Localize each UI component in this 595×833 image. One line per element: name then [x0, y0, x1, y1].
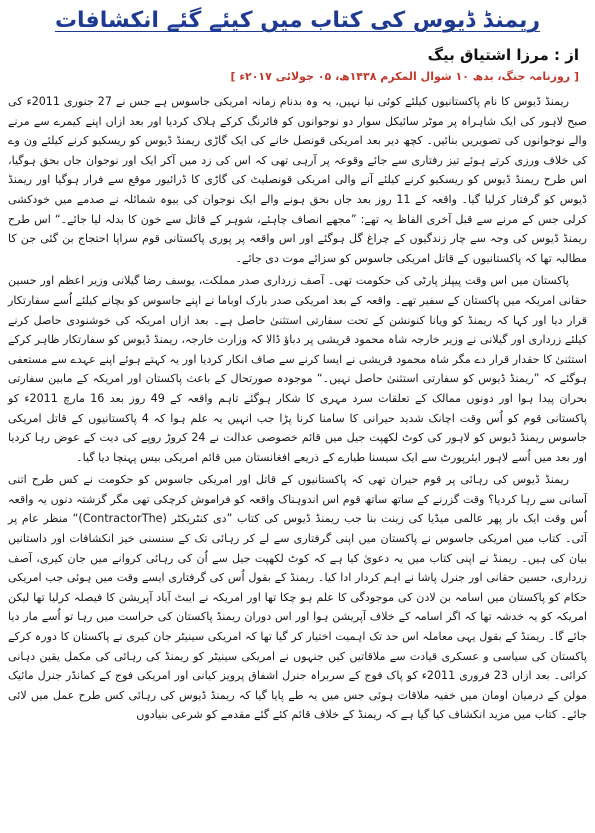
source-citation: [ روزنامہ جنگ، بدھ ۱۰ شوال المکرم ۱۴۳۸ھ، ۰۵ جولائی ۲۰۱۷ء ]	[230, 70, 579, 83]
author-byline: از : مرزا اشتیاق بیگ	[427, 46, 579, 64]
article-title: ریمنڈ ڈیوس کی کتاب میں کیئے گئے انکشافات	[54, 8, 541, 33]
paragraph-1: ریمنڈ ڈیوس کا نام پاکستانیوں کیلئے کوئی نیا نہیں، یہ وہ بدنام زمانہ امریکی جاسوس ہے جس نے 27 جنوری 2011ء کی صبح لاہور کی ایک شاہراہ پر موٹر سائیکل سوار دو نوجوانوں کو فائرنگ کرکے ہلاک کردیا اور بعد ازاں اپنے کیمرے سے مرنے والے نوجوانوں کی تصویریں بنائیں۔ کچھ دیر بعد امریکی قونصل خانے کی ایک گاڑی ریمنڈ ڈیوس کو ریسکیو کرنے کیلئے ون وے کی خلاف ورزی کرتے ہوئے تیز رفتاری سے جائے وقوعہ پر آرہی تھی کہ اس کی زد میں آکر ایک اور نوجوان جاں بحق ہوگیا، اس طرح ریمنڈ ڈیوس کو ریسکیو کرنے کیلئے آنے والی امریکی قونصلیٹ کی گاڑی کا ڈرائیور موقع سے فرار ہوگیا اور ریمنڈ ڈیوس کو گرفتار کرلیا گیا۔ واقعہ کے 11 روز بعد جاں بحق ہونے والے ایک نوجوان کی بیوہ شمائلہ نے صدمے میں خودکشی کرلی جس کے مرنے سے قبل آخری الفاظ یہ تھے: ”مجھے انصاف چاہئے، شوہر کے قاتل سے خون کا بدلہ لیا جائے۔“ اس طرح ریمنڈ ڈیوس کی وجہ سے چار زندگیوں کے چراغ گل ہوگئے اور اس واقعہ پر پوری پاکستانی قوم سراپا احتجاج بن گئی جن کا مطالبہ تھا کہ پاکستانیوں کے قاتل امریکی جاسوس کو سزائے موت دی جائے۔	[8, 95, 588, 265]
paragraph-3: ریمنڈ ڈیوس کی رہائی پر قوم حیران تھی کہ پاکستانیوں کے قاتل اور امریکی جاسوس کو حکومت نے کس طرح اتنی آسانی سے رہا کردیا؟ وقت گزرنے کے ساتھ ساتھ قوم اس اندوہناک واقعہ کو فراموش کرچکی تھی مگر گزشتہ دنوں یہ واقعہ اُس وقت ایک بار پھر عالمی میڈیا کی زینت بنا جب ریمنڈ ڈیوس کی کتاب ”دی کنٹریکٹر (ContractorThe)“ منظر عام پر آئی۔ کتاب میں امریکی جاسوس نے پاکستان میں اپنی گرفتاری سے لے کر رہائی تک کے سنسنی خیز انکشافات اور داستانیں بیان کی ہیں۔ ریمنڈ نے اپنی کتاب میں یہ دعویٰ کیا ہے کہ کوٹ لکھپت جیل سے اُن کی رہائی کروانے میں جان کیری، آصف زرداری، حسین حقانی اور جنرل پاشا نے اہم کردار ادا کیا۔ ریمنڈ کے بقول اُس کی گرفتاری ایسے وقت میں ہوئی جب امریکی حکام کو پاکستان میں اسامہ بن لادن کی موجودگی کا علم ہو چکا تھا اور امریکہ نے ایبٹ آباد آپریشن کا فیصلہ کرلیا تھا لیکن امریکہ کو یہ خدشہ تھا کہ اگر اسامہ کے خلاف آپریشن ہوا اور اس دوران ریمنڈ پاکستان کی حراست میں رہا تو اُسے مار دیا جائے گا۔ ریمنڈ کے بقول یہی معاملہ اس حد تک اہمیت اختیار کر گیا تھا کہ امریکی سینیٹر جان کیری نے پاکستان کا دورہ کرکے پاکستان کی سیاسی و عسکری قیادت سے ملاقاتیں کیں جنہوں نے امریکی سینیٹر کو ریمنڈ کی رہائی کی مکمل یقین دہانی کرائی۔ بعد ازاں 23 فروری 2011ء کو پاک فوج کے سربراہ جنرل اشفاق پرویز کیانی اور امریکی فوج کے کمانڈر جنرل مائیک مولن کے درمیان اومان میں خفیہ ملاقات ہوئی جس میں یہ طے پایا گیا کہ ریمنڈ ڈیوس کی رہائی کس طرح عمل میں لائی جائے۔ کتاب میں مزید انکشاف کیا گیا ہے کہ ریمنڈ کے خلاف قائم کئے گئے مقدمے کو شرعی بنیادوں	[8, 473, 587, 722]
paragraph-2: پاکستان میں اس وقت پیپلز پارٹی کی حکومت تھی۔ آصف زرداری صدر مملکت، یوسف رضا گیلانی وزیر اعظم اور حسین حقانی امریکہ میں پاکستان کے سفیر تھے۔ واقعہ کے بعد امریکی صدر بارک اوباما نے اپنے جاسوس کو بچانے کیلئے اُسے سفارتکار قرار دیا اور کہا کہ ریمنڈ کو ویانا کنونشن کے تحت سفارتی استثنیٰ حاصل ہے۔ بعد ازاں امریکہ کی خوشنودی حاصل کرنے کیلئے زرداری اور گیلانی نے وزیر خارجہ شاہ محمود قریشی پر دباؤ ڈالا کہ وزارت خارجہ، ریمنڈ ڈیوس کو سفارتکار ظاہر کرکے استثنیٰ کا حقدار قرار دے مگر شاہ محمود قریشی نے ایسا کرنے سے صاف انکار کردیا اور یہ کہتے ہوئے اپنے عہدے سے مستعفی ہوگئے کہ ”ریمنڈ ڈیوس کو سفارتی استثنیٰ حاصل نہیں۔“ موجودہ صورتحال کے باعث پاکستان اور امریکہ کے مابین سفارتی بحران پیدا ہوا اور دونوں ممالک کے تعلقات سرد مہری کا شکار ہوگئے تاہم واقعہ کے 49 روز بعد 16 مارچ 2011ء کو پاکستانی قوم کو اُس وقت اچانک شدید حیرانی کا سامنا کرنا پڑا جب انہیں یہ علم ہوا کہ 4 پاکستانیوں کے قاتل امریکی جاسوس ریمنڈ ڈیوس کو لاہور کی کوٹ لکھپت جیل میں قائم خصوصی عدالت نے 24 کروڑ روپے کی دیت کے عوض رہا کردیا اور بعد میں اُسے لاہور ایئرپورٹ سے ایک سیسنا طیارے کے ذریعے افغانستان میں قائم امریکی بیس پہنچا دیا گیا۔	[8, 274, 587, 464]
article-body	[8, 92, 587, 725]
